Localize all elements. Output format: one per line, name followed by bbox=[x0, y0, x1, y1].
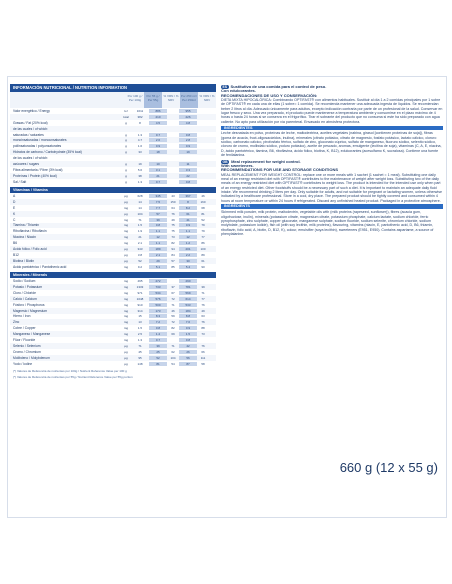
cell-value: 95 bbox=[138, 355, 142, 360]
gb-rec-heading: RECOMMENDATIONS FOR USE AND STORAGE CONDITIONS bbox=[221, 167, 339, 173]
row-label: azúcares / sugars bbox=[13, 161, 40, 166]
net-weight: 660 g (12 x 55 g) bbox=[339, 460, 438, 475]
row-label: Biotina / Biotin bbox=[13, 258, 35, 263]
cell-value: 76 bbox=[201, 343, 205, 348]
cell-value: 1.1 bbox=[179, 229, 197, 233]
cell-value: 87 bbox=[179, 362, 197, 366]
cell-value: 343 bbox=[137, 247, 143, 252]
cell-value: 64 bbox=[171, 205, 175, 210]
cell-value: 0.9 bbox=[149, 144, 167, 148]
cell-value: 59 bbox=[171, 314, 175, 319]
table-row bbox=[10, 264, 216, 270]
es-badge: ES bbox=[222, 85, 228, 89]
cell-value: 30 bbox=[179, 259, 197, 263]
cell-value: 8.3 bbox=[149, 314, 167, 318]
cell-value: 61 bbox=[179, 212, 197, 216]
row-unit: g bbox=[125, 144, 127, 149]
row-label: Manganeso / Manganese bbox=[13, 332, 51, 337]
cell-value: 614 bbox=[179, 297, 197, 301]
row-label: poliinsaturadas / polyunsaturates bbox=[13, 144, 62, 149]
row-label: Valor energético / Energy bbox=[13, 108, 50, 113]
cell-value: 88 bbox=[201, 326, 205, 331]
cell-value: 189 bbox=[149, 247, 167, 251]
cell-value: 56 bbox=[179, 356, 197, 360]
cell-value: 22 bbox=[179, 174, 197, 178]
cell-value: 49 bbox=[171, 217, 175, 222]
row-label: Calcio / Calcium bbox=[13, 296, 37, 301]
cell-value: 3.8 bbox=[137, 252, 143, 257]
row-unit: mg bbox=[123, 290, 129, 295]
cell-value: 71 bbox=[201, 290, 205, 295]
cell-value: 94 bbox=[171, 247, 175, 252]
row-label: Cromo / Chromium bbox=[13, 349, 41, 354]
cell-value: 52 bbox=[201, 217, 205, 222]
cell-value: 111 bbox=[200, 355, 206, 360]
row-unit: g bbox=[125, 173, 127, 178]
cell-value: 21 bbox=[149, 174, 167, 178]
cell-value: 495 bbox=[137, 279, 143, 284]
cell-value: 1.3 bbox=[137, 132, 143, 137]
cell-value: 2.1 bbox=[137, 241, 143, 246]
gb-badge: GB bbox=[222, 159, 228, 164]
row-label: Cobre / Copper bbox=[13, 326, 36, 331]
cell-value: 19 bbox=[138, 161, 142, 166]
cell-value: 0.7 bbox=[149, 133, 167, 137]
col-per-55g: Por 55 g / Per 55g bbox=[144, 92, 162, 108]
cell-value: 73 bbox=[171, 235, 175, 240]
row-unit: mg bbox=[123, 326, 129, 331]
energy-rows bbox=[10, 108, 216, 185]
cell-value: 8.8 bbox=[179, 314, 197, 318]
cell-value: 0.8 bbox=[149, 223, 167, 227]
cell-value: 66 bbox=[201, 349, 205, 354]
cell-value: 4.8 bbox=[179, 121, 197, 125]
cell-value: 76 bbox=[171, 211, 175, 216]
row-unit: g bbox=[125, 161, 127, 166]
cell-value: 184 bbox=[179, 309, 197, 313]
row-unit: µg bbox=[124, 252, 128, 257]
cell-value: 569 bbox=[179, 291, 197, 295]
cell-value: 0.8 bbox=[149, 326, 167, 330]
label-panel bbox=[7, 76, 447, 518]
cell-value: 71 bbox=[171, 343, 175, 348]
row-unit: kJ bbox=[124, 108, 128, 113]
row-unit: mg bbox=[123, 217, 129, 222]
cell-value: 628 bbox=[137, 194, 143, 199]
es-ingredients-heading: INGREDIENTES bbox=[221, 126, 443, 130]
cell-value: 5.6 bbox=[137, 167, 143, 172]
row-unit: mg bbox=[123, 235, 129, 240]
cell-value: 971 bbox=[137, 290, 143, 295]
cell-value: 150 bbox=[170, 199, 176, 204]
row-label: C bbox=[13, 217, 16, 222]
row-label: Potasio / Potassium bbox=[13, 284, 43, 289]
cell-value: 226 bbox=[179, 115, 197, 119]
cell-value: 4.7 bbox=[137, 138, 143, 143]
es-rec-body: DIETA MIXTA HIPOCALÓRICA: Combinando OPTIFAST® con alimentos habituales. Sustituir al día 1 a 2 comidas principales por 1 sobre de OPTIFAST® en cada una de ellas (1 sobre= 1 comida). Se recomienda mantener una adecuada ingesta de líquidos. Se recomiendan beber 2 litros al día. Adecuado únicamente para adultos, excepto indicación contraria por parte de un profesional de la salud. Conservar en lugar fresco y seco. Una vez preparado, el producto puede mantenerse a temperatura ambiente y consumirse en el plazo máximo de 4 horas o hasta 24 horas si se conserva en el frigorífico. Tirar el sobrante del producto que no consuma si este ha sido preparado con agua caliente. No apto para utilización por vía parenteral. Envasado en atmósfera protectora. bbox=[221, 98, 443, 124]
cell-value: 62 bbox=[171, 349, 175, 354]
cell-value: 2.1 bbox=[149, 253, 167, 257]
row-unit: µg bbox=[124, 194, 128, 199]
cell-value: 14 bbox=[138, 199, 142, 204]
cell-value: 39 bbox=[201, 284, 205, 289]
cell-value: 37 bbox=[171, 284, 175, 289]
cell-value: 84 bbox=[171, 252, 175, 257]
cell-value: 1048 bbox=[136, 296, 144, 301]
cell-value: 52 bbox=[149, 356, 167, 360]
cell-value: 73 bbox=[201, 332, 205, 337]
cell-value: 367 bbox=[179, 194, 197, 198]
cell-value: 85 bbox=[171, 264, 175, 269]
cell-value: 576 bbox=[149, 297, 167, 301]
cell-value: 43 bbox=[171, 194, 175, 199]
row-label: de los cuales / of which: bbox=[13, 156, 49, 161]
cell-value: 104 bbox=[137, 211, 143, 216]
cell-value: 79 bbox=[201, 223, 205, 228]
cell-value: 104 bbox=[170, 355, 176, 360]
cell-value: 7.6 bbox=[179, 320, 197, 324]
nutrition-table-title: INFORMACIÓN NUTRICIONAL / NUTRITION INFORMATION bbox=[10, 84, 216, 92]
row-label: Hidratos de carbono / Carbohydrate (35% kcal) bbox=[13, 150, 82, 155]
cell-value: 7.7 bbox=[149, 206, 167, 210]
label-text bbox=[221, 85, 443, 236]
row-label: Fósforo / Phosphorus bbox=[13, 302, 45, 307]
cell-value: 13 bbox=[138, 320, 142, 325]
row-unit: g bbox=[125, 150, 127, 155]
cell-value: 173 bbox=[149, 309, 167, 313]
row-label: Cloro / Chloride bbox=[13, 290, 36, 295]
row-unit: mg bbox=[123, 320, 129, 325]
cell-value: 382 bbox=[137, 114, 143, 119]
cell-value: 2.2 bbox=[179, 253, 197, 257]
row-unit: µg bbox=[124, 361, 128, 366]
cell-value: 2.6 bbox=[149, 138, 167, 142]
cell-value: 100 bbox=[200, 247, 206, 252]
cell-value: 81 bbox=[149, 362, 167, 366]
row-unit: µg bbox=[124, 349, 128, 354]
cell-value: 910 bbox=[137, 302, 143, 307]
cell-value: 77 bbox=[201, 235, 205, 240]
cell-value: 77 bbox=[201, 296, 205, 301]
cell-value: 39 bbox=[149, 344, 167, 348]
row-label: Flúor / Fluoride bbox=[13, 338, 36, 342]
row-label: Proteínas / Protein (40% kcal) bbox=[13, 173, 57, 178]
cell-value: 1.2 bbox=[179, 241, 197, 245]
row-label: Ácido fólico / Folic acid bbox=[13, 247, 47, 252]
row-label: Tiamina / Thiamin bbox=[13, 223, 40, 228]
cell-value: 8.2 bbox=[179, 206, 197, 210]
row-label: Zinc bbox=[13, 320, 20, 325]
cell-value: 3.1 bbox=[149, 168, 167, 172]
column-headers bbox=[10, 92, 216, 108]
cell-value: 886 bbox=[149, 109, 167, 113]
row-unit: mg bbox=[123, 264, 129, 269]
cell-value: 290 bbox=[179, 279, 197, 283]
cell-value: 49 bbox=[201, 308, 205, 313]
cell-value: 72 bbox=[171, 320, 175, 325]
cell-value: 54 bbox=[171, 361, 175, 366]
cell-value: 12 bbox=[149, 235, 167, 239]
cell-value: 781 bbox=[179, 285, 197, 289]
cell-value: 533 bbox=[179, 303, 197, 307]
cell-value: 0.9 bbox=[179, 144, 197, 148]
cell-value: 29 bbox=[149, 259, 167, 263]
cell-value: 1.5 bbox=[137, 223, 143, 228]
cell-value: 25 bbox=[149, 350, 167, 354]
row-label: Selenio / Selenium bbox=[13, 343, 41, 348]
row-label: D bbox=[13, 199, 16, 204]
row-unit: µg bbox=[124, 258, 128, 263]
table-row bbox=[10, 361, 216, 367]
cell-value: 90 bbox=[201, 264, 205, 269]
cell-value: 33 bbox=[138, 150, 142, 155]
cell-value: 201 bbox=[179, 247, 197, 251]
row-label: Yodo / Iodine bbox=[13, 361, 33, 366]
row-unit: mg bbox=[123, 338, 129, 342]
minerals-heading: Minerales / Minerals bbox=[10, 272, 216, 279]
row-label: Fibra alimentaria / Fibre (3% kcal) bbox=[13, 167, 63, 172]
cell-value: 68 bbox=[201, 205, 205, 210]
cell-value: 76 bbox=[201, 302, 205, 307]
row-unit: g bbox=[125, 120, 127, 125]
row-unit: g bbox=[125, 132, 127, 137]
cell-value: 14 bbox=[138, 205, 142, 210]
row-label: Niacina / Niacin bbox=[13, 235, 36, 240]
cell-value: 15 bbox=[138, 314, 142, 319]
row-unit: mg bbox=[123, 302, 129, 307]
cell-value: 9.2 bbox=[137, 264, 143, 269]
cell-value: 63 bbox=[201, 314, 205, 319]
cell-value: 11 bbox=[179, 162, 197, 166]
cell-value: 58 bbox=[201, 361, 205, 366]
gb-subtitle: With sweeteners. bbox=[221, 162, 254, 168]
row-label: Magnesio / Magnesium bbox=[13, 308, 48, 313]
cell-value: 534 bbox=[149, 291, 167, 295]
row-label: A bbox=[13, 194, 16, 199]
cell-value: 61 bbox=[201, 258, 205, 263]
row-label: monoinsaturadas / monounsaturates bbox=[13, 138, 67, 143]
row-unit: mg bbox=[123, 241, 129, 246]
cell-value: 2.8 bbox=[179, 138, 197, 142]
cell-value: 0.9 bbox=[179, 326, 197, 330]
row-unit: µg bbox=[124, 355, 128, 360]
cell-value: 46 bbox=[201, 194, 205, 199]
vitamins-heading: Vitaminas / Vitamins bbox=[10, 187, 216, 194]
row-unit: mg bbox=[123, 205, 129, 210]
col-nrv-1: % VRN / % NRV bbox=[163, 94, 179, 102]
footnote-100g: (*) Valores de Referencia de nutrientes por 100g / Nutrient Reference Value per 100 g bbox=[13, 368, 127, 373]
cell-value: 72 bbox=[171, 296, 175, 301]
row-unit: g bbox=[125, 179, 127, 184]
cell-value: 12 bbox=[179, 235, 197, 239]
cell-value: 0.7 bbox=[149, 180, 167, 184]
cell-value: 1.9 bbox=[137, 229, 143, 234]
cell-value: 345 bbox=[149, 194, 167, 198]
cell-value: 57 bbox=[171, 258, 175, 263]
cell-value: 75 bbox=[171, 223, 175, 228]
cell-value: 955 bbox=[179, 109, 197, 113]
row-label: saturadas / saturates bbox=[13, 132, 44, 137]
row-unit: mg bbox=[123, 229, 129, 234]
cell-value: 18 bbox=[149, 150, 167, 154]
cell-value: 45 bbox=[138, 349, 142, 354]
gb-title: Meal replacement for weight control. bbox=[231, 158, 301, 164]
cell-value: 8 bbox=[179, 200, 197, 204]
row-label: Hierro / Iron bbox=[13, 314, 31, 319]
row-unit: g bbox=[125, 138, 127, 143]
cell-value: 1.5 bbox=[179, 332, 197, 336]
row-unit: µg bbox=[124, 343, 128, 348]
cell-value: 71 bbox=[138, 217, 142, 222]
cell-value: 82 bbox=[171, 241, 175, 246]
cell-value: 5.1 bbox=[149, 265, 167, 269]
cell-value: 21 bbox=[138, 235, 142, 240]
row-unit: mg bbox=[123, 223, 129, 228]
cell-value: 1.1 bbox=[149, 241, 167, 245]
row-label: Sodio / Sodium bbox=[13, 279, 36, 284]
row-label: Sal / Salt bbox=[13, 179, 27, 184]
table-row bbox=[10, 179, 216, 185]
es-rec-heading: RECOMENDACIONES DE USO Y CONSERVACIÓN: bbox=[221, 92, 318, 98]
cell-value: 500 bbox=[149, 303, 167, 307]
cell-value: 1611 bbox=[136, 108, 144, 113]
row-unit: mg bbox=[123, 332, 129, 337]
cell-value: 57 bbox=[149, 212, 167, 216]
vitamin-rows bbox=[10, 193, 216, 270]
cell-value: 0.8 bbox=[179, 338, 197, 342]
cell-value: 1.5 bbox=[137, 326, 143, 331]
cell-value: 42 bbox=[179, 344, 197, 348]
cell-value: 39 bbox=[149, 218, 167, 222]
cell-value: 2.5 bbox=[137, 332, 143, 337]
cell-value: 19 bbox=[179, 150, 197, 154]
row-unit: µg bbox=[124, 211, 128, 216]
es-ingredients-body: Leche desnatada en polvo, proteínas de leche, maltodextrina, aceites vegetales (nabina, girasol [contienen proteínas de soja]), fibras (goma de acacia, fruct-oligosacáridos, inulina), minerales (citrato potásico, citrato de magnesio, fosfato potásico, lactato cálcico, cloruro sódico, carbonato cálcico, pirofosfato férrico, sulfato de zinc, gluconato cúprico, sulfato de manganeso, fluoruro sódico, selenito sódico, cloruro de cromo, molibdato sódico, yoduro potásico), aceite de pescado, aromas, emulgente (lecitina de soja), vitaminas (C, A, E, niacina, D, ácido pantoténico, tiamina, B6, riboflavina, ácido fólico, biotina, K, B12), edulcorantes (acesulfamo K, sucralosa). Contiene una fuente de fenilalanina. bbox=[221, 131, 442, 158]
cell-value: 52 bbox=[138, 258, 142, 263]
row-unit: mg bbox=[123, 308, 129, 313]
cell-value: 8 bbox=[139, 120, 141, 125]
cell-value: 5.4 bbox=[179, 265, 197, 269]
cell-value: 38 bbox=[138, 173, 142, 178]
row-label: E bbox=[13, 205, 16, 210]
cell-value: 1.1 bbox=[149, 229, 167, 233]
cell-value: 79 bbox=[201, 229, 205, 234]
col-per-100g: Por 100 g / Per 100g bbox=[127, 94, 143, 102]
cell-value: 76 bbox=[201, 320, 205, 325]
row-label: B12 bbox=[13, 252, 19, 257]
cell-value: 272 bbox=[149, 279, 167, 283]
es-title: Sustitutivo de una comida para el control de peso. bbox=[230, 84, 327, 89]
cell-value: 0.8 bbox=[179, 180, 197, 184]
row-unit: mg bbox=[123, 284, 129, 289]
row-unit: µg bbox=[124, 199, 128, 204]
cell-value: 7.2 bbox=[149, 320, 167, 324]
cell-value: 67 bbox=[171, 290, 175, 295]
col-nrv-2: % VRN / % NRV bbox=[199, 94, 215, 102]
cell-value: 733 bbox=[149, 285, 167, 289]
cell-value: 314 bbox=[137, 308, 143, 313]
cell-value: 82 bbox=[171, 326, 175, 331]
footnote-55g: (*) Valores de Referencia de nutrientes por 55g / Nutrient Reference Value per 55g portion bbox=[13, 374, 133, 379]
cell-value: 71 bbox=[171, 302, 175, 307]
mineral-rows bbox=[10, 278, 216, 366]
row-label: Riboflavina / Riboflavin bbox=[13, 229, 47, 234]
row-label: Ácido pantoténico / Pantothenic acid bbox=[13, 264, 67, 269]
nutrition-table bbox=[10, 84, 216, 379]
cell-value: 0.7 bbox=[149, 338, 167, 342]
row-unit: mg bbox=[123, 296, 129, 301]
cell-value: 1.4 bbox=[149, 332, 167, 336]
cell-value: 1.3 bbox=[137, 179, 143, 184]
cell-value: 0.8 bbox=[179, 133, 197, 137]
cell-value: 1333 bbox=[136, 284, 144, 289]
es-subtitle: Con edulcorantes. bbox=[221, 88, 256, 94]
cell-value: 46 bbox=[171, 308, 175, 313]
cell-value: 4.5 bbox=[149, 121, 167, 125]
cell-value: 75 bbox=[171, 229, 175, 234]
gb-ingredients-body: Skimmed milk powder, milk protein, maltodextrin, vegetable oils with (milk proteins (rapeseed, sunflower)), fibres (acacia gum, oligofructose, inulin), minerals (potassium citrate, magnesium citrate, potassium phosphate, calcium lactate, sodium chloride, ferric pyrophosphate, zinc sulphate, copper gluconate, manganese sulphate, sodium fluoride, sodium selenite, chromium chloride, sodium molybdate, potassium iodide), fish oil (with soy lecithin, milk proteins), flavouring, vitamins (niacin, E, pantothenic acid, D, B6, thiamin, riboflavin, folic acid, A, biotin, D, B12, K), colour, emulsifier (soya lecithin), sweeteners (E951, E950). Contains aspartame, a source of phenylalanine. bbox=[221, 210, 434, 236]
cell-value: 0.9 bbox=[179, 223, 197, 227]
row-label: Molibdeno / Molybdenum bbox=[13, 355, 50, 360]
row-label: de las cuales / of which: bbox=[13, 126, 49, 131]
cell-value: 69 bbox=[171, 332, 175, 337]
row-label: Grasas / Fat (20% kcal) bbox=[13, 120, 48, 125]
cell-value: 160 bbox=[200, 199, 206, 204]
cell-value: 3.3 bbox=[179, 168, 197, 172]
cell-value: 1.3 bbox=[137, 338, 143, 342]
gb-rec-body: MEAL REPLACEMENT FOR WEIGHT CONTROL: replace one or more meals with 1 sachet (1 sachet = 1 meal). Substituting one daily meal of an energy restricted diet with OPTIFAST® contributes to the maintenance of weight after weight loss. Substituting two of the daily meals of an energy restricted diet with OPTIFAST® contributes to weight loss. The product is intended for the intended use only when part of an energy restricted diet. Other foodstuffs should be a necessary part of such a diet. It is important to maintain an adequate daily fluid intake. We recommend drinking 2 liters per day. Only suitable for adults, and not suitable for pregnant or lactating women, unless otherwise indicated by a healthcare professional. Store in a cool, dry place. The prepared product should be tightly covered and consumed within 4 hours at room temperature or within 24 hours if refrigerated. Discard any unfinished heated product. Packaged in a protective atmosphere. bbox=[221, 172, 442, 203]
cell-value: 210 bbox=[149, 115, 167, 119]
row-unit: kcal bbox=[123, 114, 129, 119]
cell-value: 81 bbox=[201, 211, 205, 216]
row-unit: µg bbox=[124, 247, 128, 252]
row-unit: mg bbox=[123, 279, 129, 284]
cell-value: 148 bbox=[137, 361, 143, 366]
row-label: K bbox=[13, 211, 16, 216]
cell-value: 26 bbox=[179, 350, 197, 354]
gb-ingredients-heading: INGREDIENTS bbox=[221, 204, 443, 208]
cell-value: 1.6 bbox=[137, 144, 143, 149]
cell-value: 71 bbox=[138, 343, 142, 348]
row-label: B6 bbox=[13, 241, 18, 246]
cell-value: 10 bbox=[149, 162, 167, 166]
cell-value: 7.5 bbox=[149, 200, 167, 204]
cell-value: 89 bbox=[201, 252, 205, 257]
cell-value: 86 bbox=[201, 241, 205, 246]
row-unit: mg bbox=[123, 314, 129, 319]
cell-value: 41 bbox=[179, 218, 197, 222]
row-unit: g bbox=[125, 167, 127, 172]
col-per-250ml: Por 250 ml / Per 250ml bbox=[180, 92, 198, 108]
